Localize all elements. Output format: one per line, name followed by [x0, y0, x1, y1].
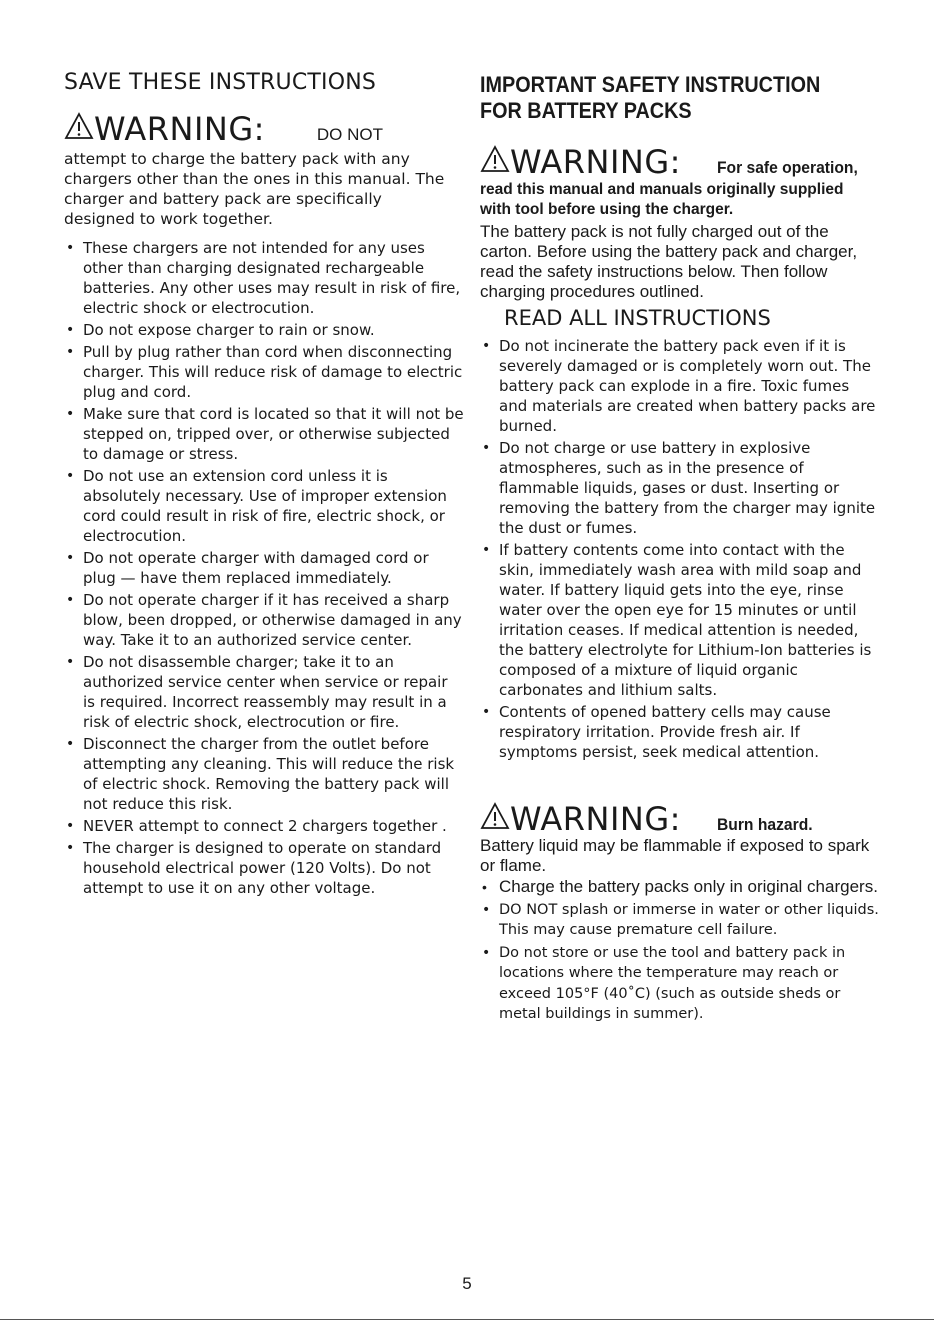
important-safety-heading [480, 72, 820, 124]
heading-line-1: IMPORTANT SAFETY INSTRUCTION [480, 72, 821, 97]
burn-paragraph: Battery liquid may be flammable if exposed to spark or flame. [480, 836, 870, 875]
list-item: • DO NOT splash or immerse in water or other liquids. This may cause premature cell failure. [480, 900, 880, 941]
list-item: • Do not store or use the tool and battery pack in locations where the temperature may reach or exceed 105°F (40˚C) (such as outside sheds or metal buildings in summer). [480, 943, 880, 1025]
intro-paragraph: attempt to charge the battery pack with any chargers other than the ones in this manual. The charger and battery pack are specifically designed to work together. [64, 150, 445, 228]
list-item: • Make sure that cord is located so that it will not be stepped on, tripped over, or otherwise subjected to damage or stress. [64, 404, 464, 464]
battery-safety-list [480, 336, 880, 764]
warning-triangle-icon [480, 145, 510, 178]
list-item: • Do not use an extension cord unless it is absolutely necessary. Use of improper extension cord could result in risk of fire, electric shock, or electrocution. [64, 466, 464, 546]
list-item: • Do not charge or use battery in explosive atmospheres, such as in the presence of flammable liquids, gases or dust. Inserting or removing the battery from the charger may ignite the dust or fumes. [480, 438, 880, 538]
warning-bold-text: read this manual and manuals originally supplied with tool before using the charger. [480, 181, 844, 218]
warning-do-not [64, 110, 383, 148]
list-item: • Disconnect the charger from the outlet before attempting any cleaning. This will reduce the risk of electric shock. Removing the battery pack will not reduce this risk. [64, 734, 464, 814]
list-item: • If battery contents come into contact with the skin, immediately wash area with mild soap and water. If battery liquid gets into the eye, rinse water over the open eye for 15 minutes or until irritation ceases. If medical attention is needed, the battery electrolyte for Lithium-Ion batteries is composed of a mixture of liquid organic carbonates and lithium salts. [480, 540, 880, 700]
warning-tail: DO NOT [316, 125, 384, 144]
charger-safety-list [64, 238, 464, 900]
list-item: • Charge the battery packs only in original chargers. [480, 877, 880, 898]
warning-tail: Burn hazard. [716, 815, 813, 834]
warning-triangle-icon [480, 802, 510, 835]
list-item: • Do not expose charger to rain or snow. [64, 320, 464, 340]
warning-label: WARNING: [94, 110, 265, 148]
list-item: • Do not operate charger with damaged cord or plug — have them replaced immediately. [64, 548, 464, 588]
list-item: • Do not incinerate the battery pack even if it is severely damaged or is completely worn out. The battery pack can explode in a fire. Toxic fumes and materials are created when battery packs are burned. [480, 336, 880, 436]
intro-paragraph: The battery pack is not fully charged out of the carton. Before using the battery pack and charger, read the safety instructions below. Then follow charging procedures outlined. [480, 222, 858, 301]
warning-label: WARNING: [510, 800, 681, 838]
warning-burn-hazard [480, 800, 821, 838]
list-item: • The charger is designed to operate on standard household electrical power (120 Volts). Do not attempt to use it on any other voltage. [64, 838, 464, 898]
save-instructions-heading: SAVE THESE INSTRUCTIONS [64, 70, 377, 95]
list-item: • Do not disassemble charger; take it to an authorized service center when service or repair is required. Incorrect reassembly may result in a risk of electric shock, electrocution or fire. [64, 652, 464, 732]
burn-hazard-list [480, 877, 880, 1027]
heading-line-2: FOR BATTERY PACKS [480, 98, 692, 123]
list-item: • Pull by plug rather than cord when disconnecting charger. This will reduce risk of damage to electric plug and cord. [64, 342, 464, 402]
list-item: • NEVER attempt to connect 2 chargers together . [64, 816, 464, 836]
list-item: • Do not operate charger if it has received a sharp blow, been dropped, or otherwise damaged in any way. Take it to an authorized service center. [64, 590, 464, 650]
list-item: • These chargers are not intended for any uses other than charging designated rechargeable batteries. Any other uses may result in risk of fire, electric shock or electrocution. [64, 238, 464, 318]
read-all-instructions: READ ALL INSTRUCTIONS [504, 306, 771, 330]
warning-triangle-icon [64, 112, 94, 145]
warning-tail: For safe operation, [716, 158, 858, 177]
page-number: 5 [462, 1274, 472, 1293]
warning-label: WARNING: [510, 143, 681, 181]
warning-safe-operation [480, 143, 870, 181]
list-item: • Contents of opened battery cells may cause respiratory irritation. Provide fresh air. If symptoms persist, seek medical attention. [480, 702, 880, 762]
footer-divider [0, 1319, 934, 1320]
